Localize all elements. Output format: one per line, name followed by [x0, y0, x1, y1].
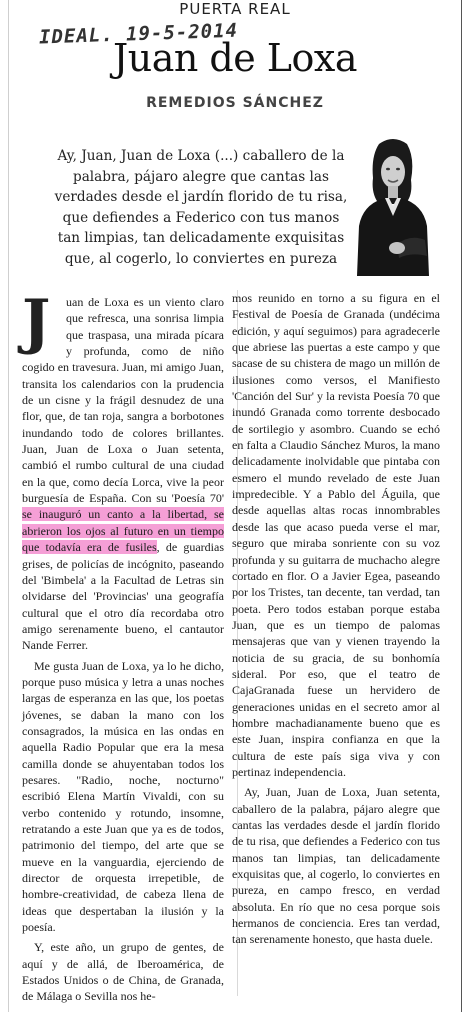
headline: Juan de Loxa — [112, 36, 357, 80]
drop-cap: J — [22, 287, 51, 357]
article-column-2 — [232, 290, 440, 952]
paragraph: Ay, Juan, Juan de Loxa, Juan setenta, caballero de la palabra, pájaro alegre que cantas las verdades desde el jardín florido de tu risa, que defiendes a Federico con tus manos tan limpias, tan delicadamente exquisitas que, al cogerlo, lo conviertes en pureza, en campo fresco, en verdad absoluta. En río que no cesa porque sois hermanos de conciencia. Eres tan verdad, tan serenamente honesto, que hasta duele. — [232, 785, 440, 947]
article-column-1 — [22, 287, 225, 1009]
handwritten-date-note: IDEAL. 19-5-2014 — [38, 19, 239, 49]
byline: REMEDIOS SÁNCHEZ — [146, 95, 324, 111]
paragraph-text: uan de Loxa es un viento claro que refresca, una sonrisa limpia que traspasa, una mirada pícara y profunda, como de niño cogido en travesura. Juan, mi amigo Juan, transita los calendarios con la prudencia de un cisne y la frágil desnudez de una flor, que, de tan roja, sangra a borbotones inundando todo de colores brillantes. Juan, Juan de Loxa o Juan setenta, cambió el rumbo cultural de una ciudad en la que, como decía Lorca, vive la peor burguesía de España. Con su 'Poesía 70' — [22, 295, 224, 506]
highlighted-text: se inauguró un canto a la libertad, se abrieron los ojos al futuro en un tiempo que todavía era de fusiles — [22, 507, 224, 555]
paragraph: mos reunido en torno a su figura en el Festival de Poesía de Granada (undécima edición, y aquí seguimos) para agradecerle que abriese las puertas a este campo y que sacase de su chistera de mago un millón de ilusiones como versos, el Manifiesto 'Canción del Sur' y la revista Poesía 70 que inundó Granada como torrente desbocado de sortilegio y asombro. Cuando se echó en falta a Claudio Sánchez Muros, la mano delicadamente inolvidable que pintaba con esmero el mundo revelado de este Juan impredecible. Y a Pablo del Águila, que desde aquellas altas rocas innombrables desde las que acaso pueda verse el mar, seguro que miraba sonriente con su voz profunda y su guitarra de muchacho alegre cortado en flor. O a Javier Egea, paseando por los Tristes, tan decente, tan verdad, tan poeta. Pero todos estaban porque estaba Juan, que es un tiempo de palomas mensajeras que van y vienen trayendo la noticia de su gracia, de su bonhomía sideral. Por eso, que el teatro de CajaGranada fuese un hervidero de generaciones unidas en el secreto amor al hombre machadianamente bueno que es este Juan, inspira confianza en que la cultura de este país siga viva y con pertinaz independencia. — [232, 291, 440, 779]
paragraph-text: , de guardias grises, de policías de incógnito, paseando del 'Bimbela' a la Facultad de Letras sin olvidarse del 'Provincias' una geografía cultural que el otro día recordaba otro amigo serenamente bueno, el cantautor Nande Ferrer. — [22, 540, 225, 653]
lead-quote: Ay, Juan, Juan de Loxa (...) caballero de la palabra, pájaro alegre que cantas las verdades desde el jardín florido de tu risa, que defiendes a Federico con tus manos tan limpias, tan delicadamente exquisitas que, al cogerlo, lo conviertes en pureza — [54, 148, 348, 267]
paragraph: Me gusta Juan de Loxa, ya lo he dicho, porque puso música y letra a unas noches largas de esperanza en las que, los poetas jóvenes, se daban la mano con los consagrados, la música en las ondas en aquella Radio Popular que era la mesa camilla donde se ahuyentaban todos los pesares. "Radio, noche, nocturno" escribió Elena Martín Vivaldi, con su verbo contenido y rotundo, insomne, retratando a este Juan que ya es de todos, patrimonio del tiempo, del arte que se mueve en la vanguardia, ejerciendo de director de orquesta irrepetible, de hombre-creatividad, de cabeza llena de ideas que despertaban la ilusión y la poesía. — [22, 658, 224, 935]
section-title: PUERTA REAL — [179, 0, 291, 18]
author-photo — [349, 134, 433, 276]
paragraph: Y, este año, un grupo de gentes, de aquí y de allá, de Iberoamérica, de Estados Unidos o de China, de Granada, de Málaga o Sevilla nos he- — [22, 940, 224, 1004]
paragraph — [22, 287, 225, 654]
